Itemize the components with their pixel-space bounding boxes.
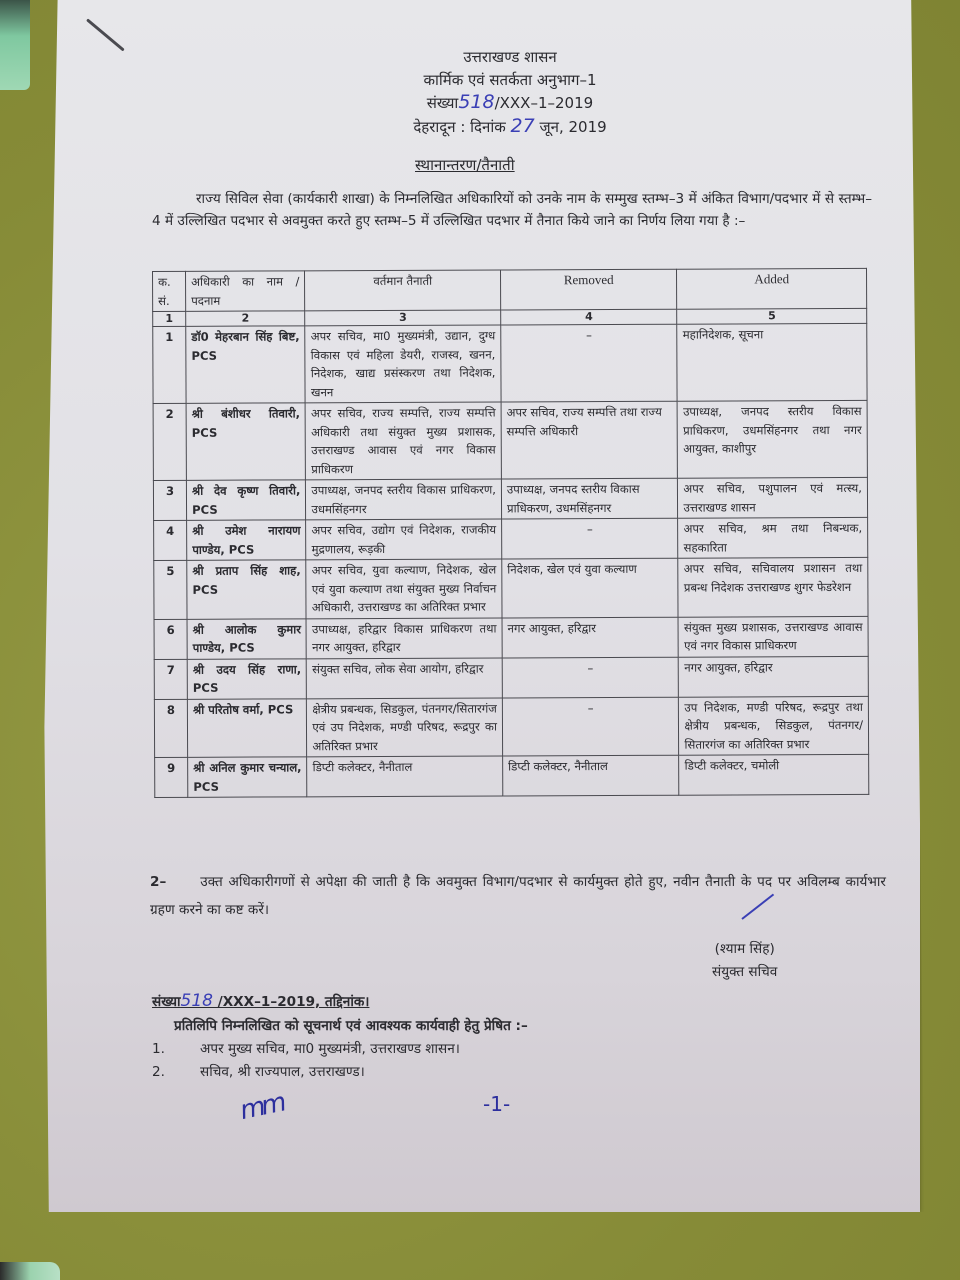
background-object-top-left xyxy=(0,0,30,90)
table-header-row xyxy=(153,268,867,311)
cell-officer-name: श्री आलोक कुमार पाण्डेय, PCS xyxy=(187,618,307,659)
signatory-designation: संयुक्त सचिव xyxy=(712,964,778,980)
intro-paragraph xyxy=(152,188,872,232)
cell-removed: – xyxy=(502,657,679,698)
intro-text: राज्य सिविल सेवा (कार्यकारी शाखा) के निम्नलिखित अधिकारियों को उनके नाम के सम्मुख स्तम्भ–3 में अंकित विभाग/पदभार में से स्तम्भ–4 में उल्लिखित पदभार से अवमुक्त करते हुए स्तम्भ–5 में उल्लिखित पदभार में तैनात किये जाने का निर्णय लिया गया है :– xyxy=(152,191,872,229)
cell-serial: 6 xyxy=(154,619,187,659)
signatory-block xyxy=(712,938,777,984)
cell-added: उपाध्यक्ष, जनपद स्तरीय विकास प्राधिकरण, उधमसिंहनगर तथा नगर आयुक्त, काशीपुर xyxy=(678,400,868,478)
cell-serial: 3 xyxy=(153,480,186,520)
transfer-table xyxy=(152,268,869,798)
cell-serial: 7 xyxy=(154,659,187,699)
column-number: 4 xyxy=(501,309,678,325)
column-number: 5 xyxy=(677,308,867,324)
cell-removed: – xyxy=(502,518,679,559)
header-serial: क. सं. xyxy=(153,271,186,311)
column-number: 2 xyxy=(186,311,305,327)
copy-item-text: अपर मुख्य सचिव, मा0 मुख्यमंत्री, उत्तराखण्ड शासन। xyxy=(200,1041,460,1057)
table-row xyxy=(153,323,867,403)
copy-reference xyxy=(152,990,712,1013)
cell-current-posting: संयुक्त सचिव, लोक सेवा आयोग, हरिद्वार xyxy=(307,657,503,698)
cell-removed: उपाध्यक्ष, जनपद स्तरीय विकास प्राधिकरण, उधमसिंहनगर xyxy=(501,478,678,519)
table-row xyxy=(154,696,868,758)
cell-officer-name: श्री बंशीधर तिवारी, PCS xyxy=(186,403,306,481)
table-row xyxy=(154,616,868,659)
cell-removed: निदेशक, खेल एवं युवा कल्याण xyxy=(502,558,679,617)
paragraph-text: उक्त अधिकारीगणों से अपेक्षा की जाती है कि अवमुक्त विभाग/पदभार से कार्यमुक्त होते हुए, नवीन तैनाती के पद पर अविलम्ब कार्यभार ग्रहण करने का कष्ट करें। xyxy=(150,874,886,918)
handwritten-initials: mm xyxy=(237,1087,286,1127)
cell-current-posting: अपर सचिव, मा0 मुख्यमंत्री, उद्यान, दुग्ध विकास एवं महिला डेयरी, राजस्व, खनन, निदेशक, खाद्य प्रसंस्करण तथा निदेशक, खनन xyxy=(305,325,501,403)
cell-officer-name: श्री उमेश नारायण पाण्डेय, PCS xyxy=(187,520,307,561)
header-officer-name: अधिकारी का नाम /पदनाम xyxy=(186,271,306,312)
cell-serial: 5 xyxy=(154,560,187,619)
cell-officer-name: श्री अनिल कुमार चन्याल, PCS xyxy=(188,757,308,798)
cell-officer-name: श्री उदय सिंह राणा, PCS xyxy=(187,658,307,699)
column-number: 1 xyxy=(153,311,186,326)
table-row xyxy=(153,400,867,480)
cell-officer-name: श्री परितोष वर्मा, PCS xyxy=(187,698,307,757)
cell-serial: 9 xyxy=(155,757,188,797)
cell-current-posting: डिप्टी कलेक्टर, नैनीताल xyxy=(307,756,503,797)
date-handwritten: 27 xyxy=(510,114,535,137)
copy-ref-handwritten: 518 xyxy=(180,991,213,1011)
cell-removed: डिप्टी कलेक्टर, नैनीताल xyxy=(503,755,680,796)
cell-added: अपर सचिव, श्रम तथा निबन्धक, सहकारिता xyxy=(678,517,868,558)
date-suffix: जून, 2019 xyxy=(539,117,607,136)
cell-added: नगर आयुक्त, हरिद्वार xyxy=(679,656,869,697)
cell-removed: – xyxy=(501,324,678,402)
table-row xyxy=(154,557,868,619)
background-object-bottom-left xyxy=(0,1262,60,1280)
reference-number xyxy=(360,91,660,115)
cell-officer-name: श्री प्रताप सिंह शाह, PCS xyxy=(187,560,307,619)
cell-officer-name: डॉ0 मेहरबान सिंह बिष्ट, PCS xyxy=(186,326,306,404)
cell-current-posting: अपर सचिव, राज्य सम्पत्ति, राज्य सम्पत्ति अधिकारी तथा संयुक्त मुख्य प्रशासक, उत्तराखण्ड आवास एवं नगर विकास प्राधिकरण xyxy=(305,402,501,480)
document-title: स्थानान्तरण/तैनाती xyxy=(415,156,515,174)
cell-added: महानिदेशक, सूचना xyxy=(677,323,867,401)
copy-item-number: 2. xyxy=(152,1064,165,1080)
copy-list-item xyxy=(152,1061,712,1083)
table-row xyxy=(154,656,868,699)
cell-current-posting: उपाध्यक्ष, जनपद स्तरीय विकास प्राधिकरण, उधमसिंहनगर xyxy=(306,479,502,520)
table-row xyxy=(154,517,868,560)
copy-item-number: 1. xyxy=(152,1041,165,1057)
cell-added: डिप्टी कलेक्टर, चमोली xyxy=(679,754,869,795)
cell-current-posting: उपाध्यक्ष, हरिद्वार विकास प्राधिकरण तथा नगर आयुक्त, हरिद्वार xyxy=(306,617,502,658)
cell-serial: 1 xyxy=(153,326,186,403)
cell-current-posting: अपर सचिव, युवा कल्याण, निदेशक, खेल एवं युवा कल्याण तथा संयुक्त मुख्य निर्वाचन अधिकारी, उत्तराखण्ड का अतिरिक्त प्रभार xyxy=(306,559,502,618)
signatory-name: (श्याम सिंह) xyxy=(714,941,775,957)
cell-removed: – xyxy=(502,697,679,756)
copy-ref-suffix: /XXX–1–2019, तद्दिनांक। xyxy=(213,994,370,1010)
reference-suffix: /XXX–1–2019 xyxy=(494,94,594,112)
department-name: कार्मिक एवं सतर्कता अनुभाग–1 xyxy=(423,70,597,89)
issue-date xyxy=(360,115,660,139)
copy-distribution xyxy=(152,990,712,1083)
cell-added: अपर सचिव, सचिवालय प्रशासन तथा प्रबन्ध निदेशक उत्तराखण्ड शुगर फेडरेशन xyxy=(678,557,868,616)
cell-removed: नगर आयुक्त, हरिद्वार xyxy=(502,617,679,658)
reference-prefix: संख्या xyxy=(426,94,459,112)
cell-added: अपर सचिव, पशुपालन एवं मत्स्य, उत्तराखण्ड शासन xyxy=(678,477,868,518)
reference-handwritten: 518 xyxy=(458,91,495,113)
table-row xyxy=(153,477,867,520)
column-number: 3 xyxy=(305,310,501,326)
header-removed: Removed xyxy=(500,269,677,310)
cell-serial: 8 xyxy=(154,699,187,758)
paragraph-number: 2– xyxy=(150,874,167,890)
copy-ref-prefix: संख्या xyxy=(152,994,181,1010)
header-current-posting: वर्तमान तैनाती xyxy=(305,270,501,311)
copy-item-text: सचिव, श्री राज्यपाल, उत्तराखण्ड। xyxy=(200,1064,365,1080)
copy-intro: प्रतिलिपि निम्नलिखित को सूचनार्थ एवं आवश्यक कार्यवाही हेतु प्रेषित :– xyxy=(174,1018,528,1034)
cell-current-posting: क्षेत्रीय प्रबन्धक, सिडकुल, पंतनगर/सितारगंज एवं उप निदेशक, मण्डी परिषद, रूद्रपुर का अतिरिक्त प्रभार xyxy=(307,697,503,756)
cell-current-posting: अपर सचिव, उद्योग एवं निदेशक, राजकीय मुद्रणालय, रूड़की xyxy=(306,519,502,560)
government-name: उत्तराखण्ड शासन xyxy=(463,48,557,66)
cell-added: उप निदेशक, मण्डी परिषद, रूद्रपुर तथा क्षेत्रीय प्रबन्धक, सिडकुल, पंतनगर/सितारगंज का अतिरिक्त प्रभार xyxy=(679,696,869,755)
table-row xyxy=(155,754,869,797)
cell-officer-name: श्री देव कृष्ण तिवारी, PCS xyxy=(186,480,306,521)
page-number: -1- xyxy=(483,1092,511,1116)
instruction-paragraph xyxy=(150,868,886,924)
cell-serial: 2 xyxy=(153,403,186,480)
header-added: Added xyxy=(677,268,867,309)
cell-added: संयुक्त मुख्य प्रशासक, उत्तराखण्ड आवास एवं नगर विकास प्राधिकरण xyxy=(678,616,868,657)
cell-serial: 4 xyxy=(154,520,187,560)
date-prefix: देहरादून : दिनांक xyxy=(413,117,506,136)
letterhead xyxy=(360,46,660,138)
copy-list-item xyxy=(152,1038,712,1060)
cell-removed: अपर सचिव, राज्य सम्पत्ति तथा राज्य सम्पत्ति अधिकारी xyxy=(501,401,678,479)
